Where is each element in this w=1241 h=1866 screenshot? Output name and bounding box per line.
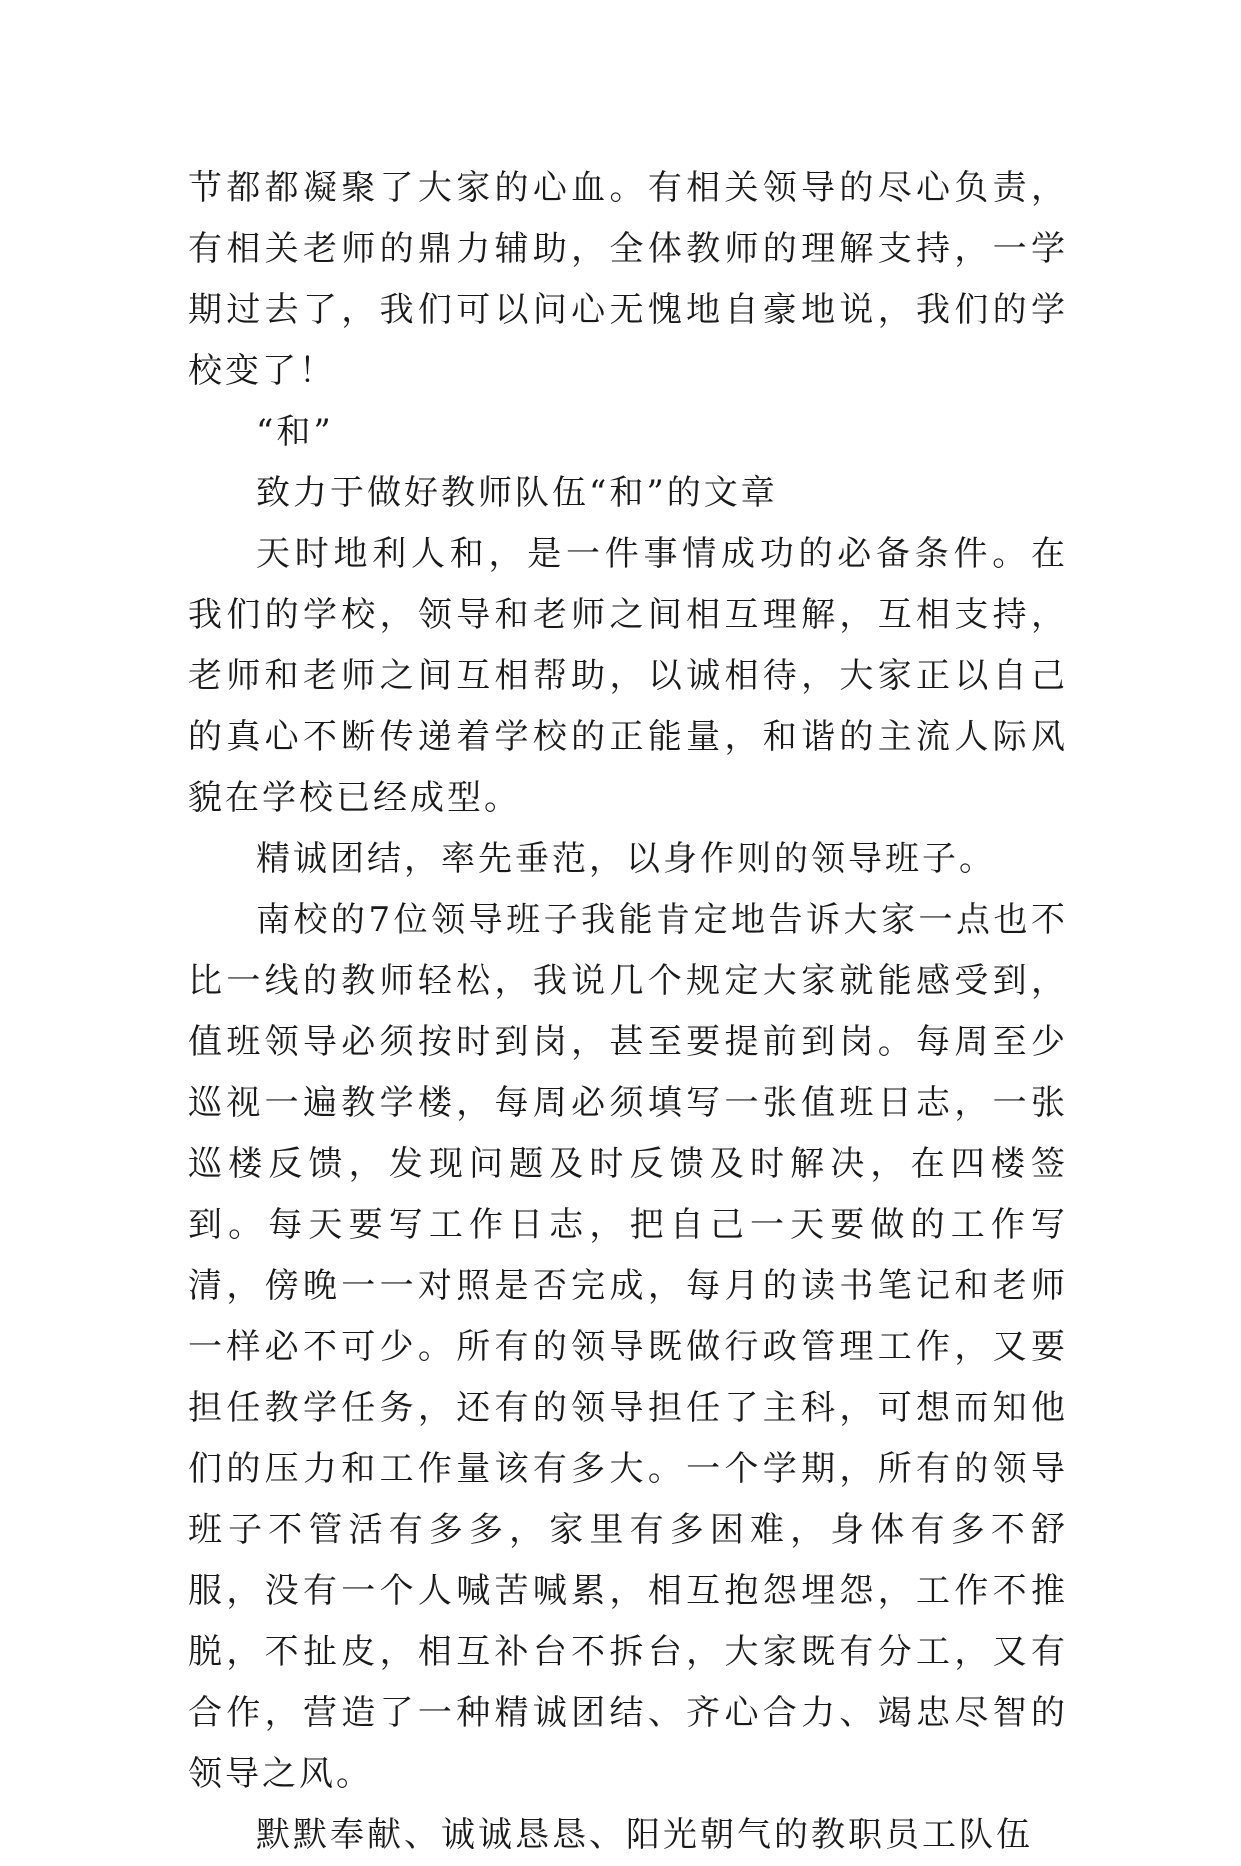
paragraph-section-title: 致力于做好教师队伍“和”的文章 xyxy=(256,473,778,513)
paragraph-he-heading: “和” xyxy=(256,412,334,452)
paragraph-continuation: 节都都凝聚了大家的心血。有相关领导的尽心负责，有相关老师的鼎力辅助，全体教师的理解支持，一学期过去了，我们可以问心无愧地自豪地说，我们的学校变了！ xyxy=(188,168,1068,391)
paragraph-staff-heading: 默默奉献、诚诚恳恳、阳光朝气的教职员工队伍 xyxy=(256,1815,1033,1855)
paragraph-leadership-body: 南校的7位领导班子我能肯定地告诉大家一点也不比一线的教师轻松，我说几个规定大家就能感受到，值班领导必须按时到岗，甚至要提前到岗。每周至少巡视一遍教学楼，每周必须填写一张值班日志，一张巡楼反馈，发现问题及时反馈及时解决，在四楼签到。每天要写工作日志，把自己一天要做的工作写清，傍晚一一对照是否完成，每月的读书笔记和老师一样必不可少。所有的领导既做行政管理工作，又要担任教学任务，还有的领导担任了主科，可想而知他们的压力和工作量该有多大。一个学期，所有的领导班子不管活有多多，家里有多困难，身体有多不舒服，没有一个人喊苦喊累，相互抱怨埋怨，工作不推脱，不扯皮，相互补台不拆台，大家既有分工，又有合作，营造了一种精诚团结、齐心合力、竭忠尽智的领导之风。 xyxy=(188,900,1068,1794)
paragraph-leadership-heading: 精诚团结，率先垂范，以身作则的领导班子。 xyxy=(256,839,996,879)
paragraph-harmony: 天时地利人和，是一件事情成功的必备条件。在我们的学校，领导和老师之间相互理解，互相支持，老师和老师之间互相帮助，以诚相待，大家正以自己的真心不断传递着学校的正能量，和谐的主流人际风貌在学校已经成型。 xyxy=(188,534,1068,818)
body-text xyxy=(188,158,1068,1866)
